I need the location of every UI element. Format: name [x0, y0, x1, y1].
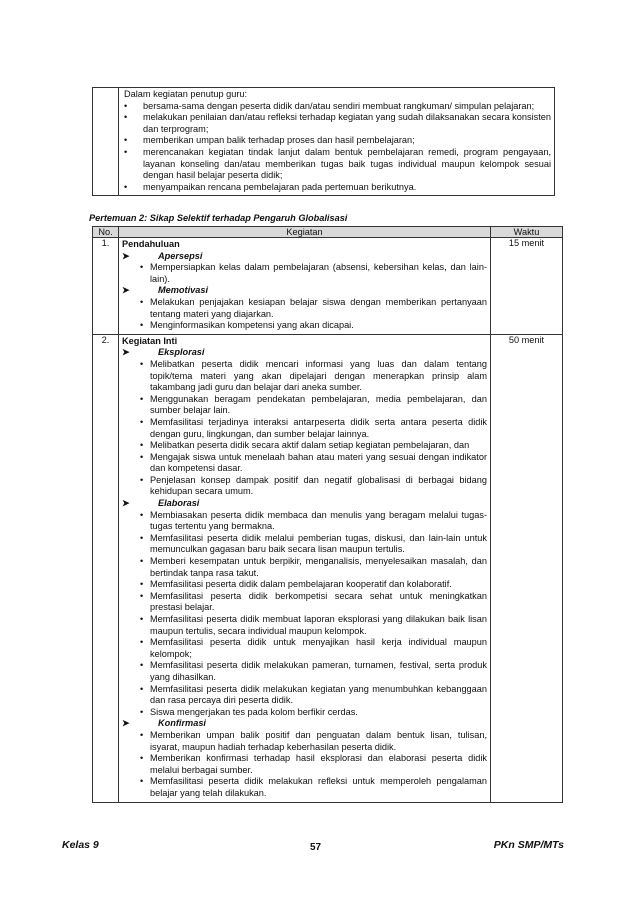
header-activity: Kegiatan [119, 227, 491, 238]
activity-list [122, 359, 487, 498]
list-item: • Menginformasikan kompetensi yang akan dicapai. [122, 320, 487, 332]
list-item: • Siswa mengerjakan tes pada kolom berfikir cerdas. [122, 707, 487, 719]
list-item: • Memfasilitasi peserta didik melakukan refleksi untuk memperoleh pengalaman belajar yang telah dilakukan. [122, 776, 487, 799]
closing-content-cell [119, 88, 555, 196]
list-item: • Memfasilitasi peserta didik untuk menyajikan hasil kerja individual maupun kelompok; [122, 637, 487, 660]
section-label: Eksplorasi [158, 347, 205, 358]
closing-item: • merencanakan kegiatan tindak lanjut dalam bentuk pembelajaran remedi, program pengayaan, layanan konseling dan/atau memberikan tugas baik tugas individual maupun kelompok sesuai dengan hasil belajar peserta didik; [124, 147, 551, 182]
list-item: • Memfasilitasi peserta didik melakukan pameran, turnamen, festival, serta produk yang dihasilkan. [122, 660, 487, 683]
list-item: • Penjelasan konsep dampak positif dan negatif globalisasi di berbagai bidang kehidupan secara umum. [122, 475, 487, 498]
header-no: No. [93, 227, 119, 238]
closing-item: • menyampaikan rencana pembelajaran pada pertemuan berikutnya. [124, 182, 551, 194]
activity-table [92, 226, 563, 803]
section-label: Konfirmasi [158, 718, 206, 729]
footer-class-label: Kelas 9 [62, 839, 99, 851]
list-item: • Memfasilitasi terjadinya interaksi antarpeserta didik serta antara peserta didik dengan guru, lingkungan, dan sumber belajar lainnya. [122, 417, 487, 440]
list-item: • Memfasilitasi peserta didik melalui pemberian tugas, diskusi, dan lain-lain untuk memunculkan gagasan baru baik secara lisan maupun tertulis. [122, 533, 487, 556]
header-time: Waktu [491, 227, 563, 238]
section-label: Apersepsi [158, 250, 203, 261]
arrow-bullet-icon: ➤ [122, 718, 130, 729]
time-cell: 50 menit [491, 334, 563, 802]
closing-list [124, 101, 551, 194]
arrow-bullet-icon: ➤ [122, 347, 130, 358]
list-item: • Menggunakan beragam pendekatan pembelajaran, media pembelajaran, dan sumber belajar lain. [122, 394, 487, 417]
closing-item: • bersama-sama dengan peserta didik dan/atau sendiri membuat rangkuman/ simpulan pelajaran; [124, 101, 551, 113]
footer-subject-label: PKn SMP/MTs [493, 839, 564, 851]
activity-title: Pendahuluan [122, 239, 180, 249]
closing-activities-table [92, 87, 555, 196]
row-number: 2. [93, 334, 119, 802]
list-item: • Memberikan umpan balik positif dan penguatan dalam bentuk lisan, tulisan, isyarat, maupun hadiah terhadap keberhasilan peserta didik. [122, 730, 487, 753]
list-item: • Mempersiapkan kelas dalam pembelajaran (absensi, kebersihan kelas, dan lain-lain). [122, 262, 487, 285]
list-item: • Memfasilitasi peserta didik berkompetisi secara sehat untuk meningkatkan prestasi belajar. [122, 591, 487, 614]
list-item: • Membiasakan peserta didik membaca dan menulis yang beragam melalui tugas-tugas tertentu yang bermakna. [122, 510, 487, 533]
closing-intro: Dalam kegiatan penutup guru: [124, 89, 248, 99]
meeting-title: Pertemuan 2: Sikap Selektif terhadap Pengaruh Globalisasi [89, 213, 348, 223]
section-heading [122, 498, 487, 510]
list-item: • Melakukan penjajakan kesiapan belajar siswa dengan memberikan pertanyaan tentang materi yang diajarkan. [122, 297, 487, 320]
section-label: Elaborasi [158, 498, 200, 509]
list-item: • Melibatkan peserta didik mencari informasi yang luas dan dalam tentang topik/tema materi yang akan dipelajari dengan menerapkan prinsip alam takambang jadi guru dan belajar dari aneka sumber. [122, 359, 487, 394]
activity-title: Kegiatan Inti [122, 335, 178, 346]
closing-empty-cell [93, 88, 119, 196]
section-heading [122, 285, 487, 297]
activity-cell [119, 238, 491, 335]
activity-list [122, 262, 487, 285]
page-number: 57 [310, 842, 322, 853]
time-cell: 15 menit [491, 238, 563, 335]
list-item: • Memfasilitasi peserta didik dalam pembelajaran kooperatif dan kolaboratif. [122, 579, 487, 591]
section-heading [122, 718, 487, 730]
list-item: • Memberi kesempatan untuk berpikir, menganalisis, menyelesaikan masalah, dan bertindak tanpa rasa takut. [122, 556, 487, 579]
list-item: • Memberikan konfirmasi terhadap hasil eksplorasi dan elaborasi peserta didik melalui berbagai sumber. [122, 753, 487, 776]
list-item: • Memfasilitasi peserta didik melakukan kegiatan yang menumbuhkan kebanggaan dan rasa percaya diri peserta didik. [122, 684, 487, 707]
arrow-bullet-icon: ➤ [122, 498, 130, 509]
activity-table-header [93, 227, 563, 238]
activity-list [122, 297, 487, 332]
arrow-bullet-icon: ➤ [122, 250, 130, 261]
arrow-bullet-icon: ➤ [122, 285, 130, 296]
section-heading [122, 251, 487, 263]
activity-list [122, 730, 487, 800]
table-row [93, 334, 563, 802]
list-item: • Melibatkan peserta didik secara aktif dalam setiap kegiatan pembelajaran, dan [122, 440, 487, 452]
closing-item: • memberikan umpan balik terhadap proses dan hasil pembelajaran; [124, 135, 551, 147]
activity-list [122, 510, 487, 719]
table-row [93, 238, 563, 335]
section-label: Memotivasi [158, 285, 209, 296]
activity-cell [119, 334, 491, 802]
section-heading [122, 347, 487, 359]
list-item: • Memfasilitasi peserta didik membuat laporan eksplorasi yang dilakukan baik lisan maupun tertulis, secara individual maupun kelompok. [122, 614, 487, 637]
closing-item: • melakukan penilaian dan/atau refleksi terhadap kegiatan yang sudah dilaksanakan secara konsisten dan terprogram; [124, 112, 551, 135]
list-item: • Mengajak siswa untuk menelaah bahan atau materi yang sesuai dengan indikator dan kompetensi dasar. [122, 452, 487, 475]
row-number: 1. [93, 238, 119, 335]
